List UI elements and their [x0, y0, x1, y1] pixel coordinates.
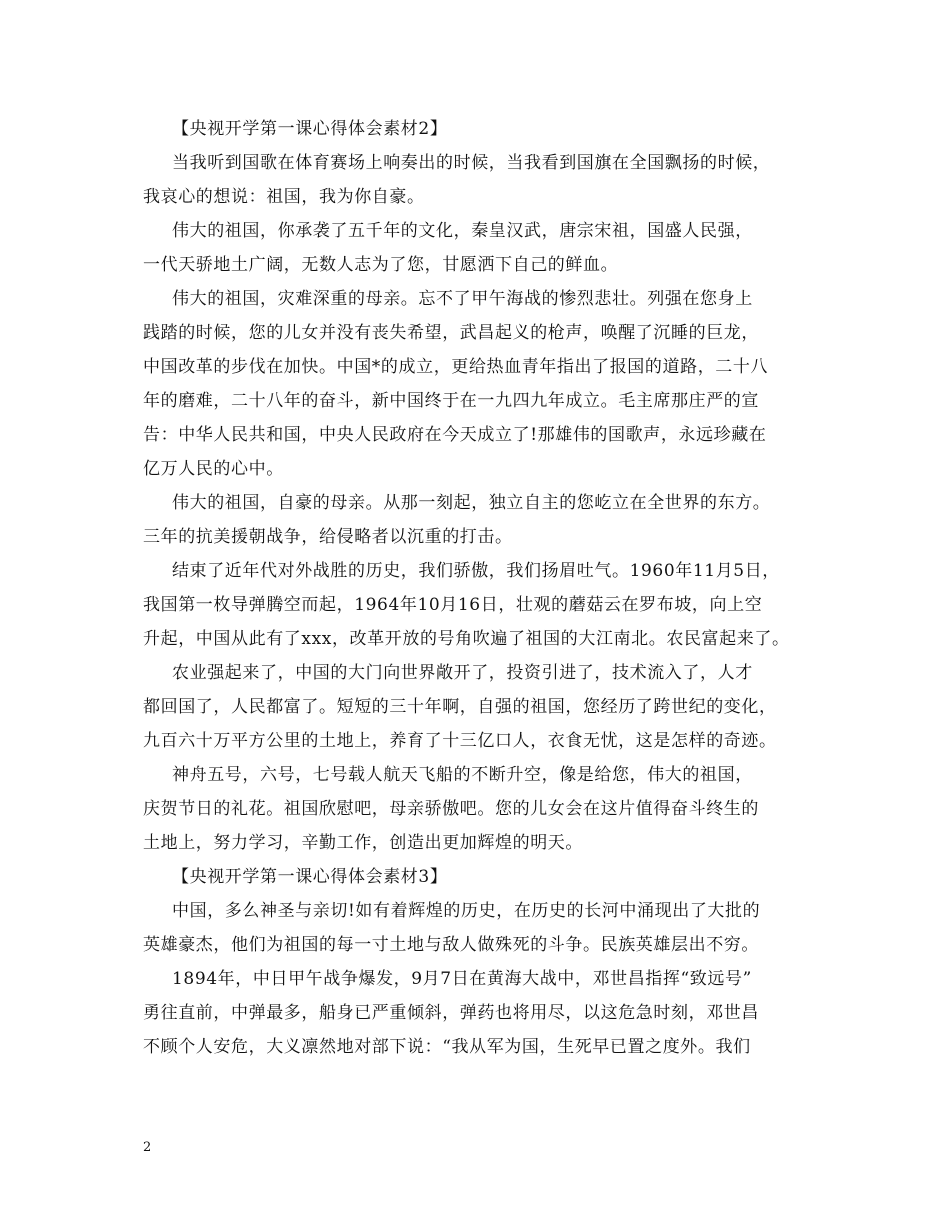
paragraph-line: 英雄豪杰，他们为祖国的每一寸土地与敌人做殊死的斗争。民族英雄层出不穷。 [143, 935, 759, 955]
paragraph-line: 农业强起来了，中国的大门向世界敞开了，投资引进了，技术流入了，人才 [172, 663, 753, 683]
page-number: 2 [143, 1140, 152, 1155]
paragraph-line: 告：中华人民共和国，中央人民政府在今天成立了!那雄伟的国歌声，永远珍藏在 [143, 425, 767, 445]
paragraph-line: 升起，中国从此有了xxx，改革开放的号角吹遍了祖国的大江南北。农民富起来了。 [143, 629, 790, 649]
paragraph-line: 践踏的时候，您的儿女并没有丧失希望，武昌起义的枪声，唤醒了沉睡的巨龙， [143, 323, 759, 343]
paragraph-line: 庆贺节日的礼花。祖国欣慰吧，母亲骄傲吧。您的儿女会在这片值得奋斗终生的 [143, 799, 759, 819]
paragraph-line: 亿万人民的心中。 [143, 459, 284, 479]
paragraph-line: 中国改革的步伐在加快。中国*的成立，更给热血青年指出了报国的道路，二十八 [143, 357, 769, 377]
paragraph-line: 土地上，努力学习，辛勤工作，创造出更加辉煌的明天。 [143, 833, 583, 853]
paragraph-line: 中国，多么神圣与亲切!如有着辉煌的历史，在历史的长河中涌现出了大批的 [172, 901, 761, 921]
paragraph-line: 我国第一枚导弹腾空而起，1964年10月16日，壮观的蘑菇云在罗布坡，向上空 [143, 595, 763, 615]
paragraph-line: 结束了近年代对外战胜的历史，我们骄傲，我们扬眉吐气。1960年11月5日， [172, 561, 780, 581]
paragraph-line: 伟大的祖国，灾难深重的母亲。忘不了甲午海战的惨烈悲壮。列强在您身上 [172, 289, 753, 309]
paragraph-line: 都回国了，人民都富了。短短的三十年啊，自强的祖国，您经历了跨世纪的变化， [143, 697, 777, 717]
paragraph-line: 伟大的祖国，自豪的母亲。从那一刻起，独立自主的您屹立在全世界的东方。 [172, 493, 771, 513]
paragraph-line: 勇往直前，中弹最多，船身已严重倾斜，弹药也将用尽，以这危急时刻，邓世昌 [143, 1003, 759, 1023]
paragraph-line: 不顾个人安危，大义凛然地对部下说：“我从军为国，生死早已置之度外。我们 [143, 1037, 751, 1057]
paragraph-line: 三年的抗美援朝战争，给侵略者以沉重的打击。 [143, 527, 513, 547]
paragraph-line: 当我听到国歌在体育赛场上响奏出的时候，当我看到国旗在全国飘扬的时候， [172, 153, 771, 173]
paragraph-line: 九百六十万平方公里的土地上，养育了十三亿口人，衣食无忧，这是怎样的奇迹。 [143, 731, 777, 751]
section-heading: 【央视开学第一课心得体会素材3】 [172, 867, 448, 887]
section-heading: 【央视开学第一课心得体会素材2】 [172, 119, 448, 139]
paragraph-line: 我哀心的想说：祖国，我为你自豪。 [143, 187, 425, 207]
paragraph-line: 神舟五号，六号，七号载人航天飞船的不断升空，像是给您，伟大的祖国， [172, 765, 753, 785]
paragraph-line: 1894年，中日甲午战争爆发，9月7日在黄海大战中，邓世昌指挥“致远号” [172, 969, 752, 989]
paragraph-line: 年的磨难，二十八年的奋斗，新中国终于在一九四九年成立。毛主席那庄严的宣 [143, 391, 759, 411]
paragraph-line: 一代天骄地土广阔，无数人志为了您，甘愿洒下自己的鲜血。 [143, 255, 619, 275]
paragraph-line: 伟大的祖国，你承袭了五千年的文化，秦皇汉武，唐宗宋祖，国盛人民强， [172, 221, 753, 241]
